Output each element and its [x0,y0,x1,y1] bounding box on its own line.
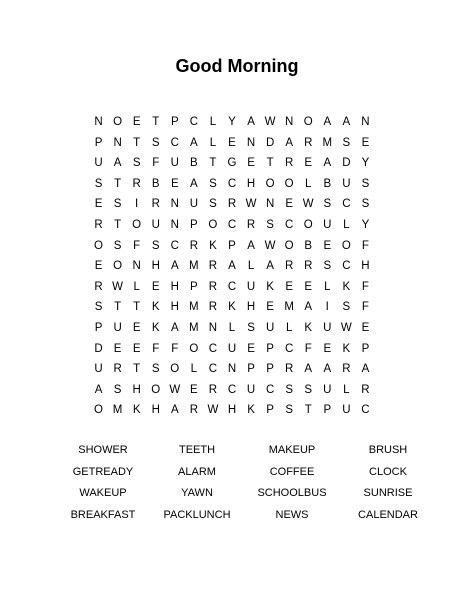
grid-letter: B [323,177,332,190]
grid-letter: T [114,177,122,190]
grid-letter: F [361,239,369,252]
grid-letter: H [227,404,237,417]
grid-letter: S [94,301,103,314]
letter-grid [89,112,375,421]
grid-letter: E [361,136,370,149]
word-list-item: BRUSH [368,444,408,456]
grid-letter: L [343,383,350,396]
grid-letter: E [266,301,274,314]
grid-letter: F [152,342,160,355]
grid-letter: M [284,301,294,314]
grid-letter: Y [361,157,370,170]
grid-letter: O [341,239,351,252]
grid-letter: A [190,177,198,190]
grid-letter: S [247,321,255,334]
grid-letter: D [342,157,351,170]
grid-letter: L [247,260,255,273]
grid-letter: T [304,404,312,417]
grid-letter: H [246,177,256,190]
grid-letter: P [190,280,198,293]
grid-letter: W [169,383,181,396]
grid-letter: K [342,342,351,355]
grid-letter: R [304,136,313,149]
grid-letter: O [94,404,103,417]
grid-letter: O [113,116,123,128]
grid-letter: E [304,280,313,293]
grid-letter: B [151,177,160,190]
grid-letter: U [342,177,351,190]
grid-letter: C [170,136,179,149]
grid-letter: H [170,280,179,293]
grid-letter: R [113,363,122,376]
grid-letter: W [264,116,276,128]
grid-letter: S [285,383,293,396]
grid-letter: O [303,116,313,128]
grid-letter: U [94,157,103,170]
grid-letter: S [209,177,217,190]
grid-letter: R [361,383,370,396]
grid-letter: S [113,239,122,252]
grid-letter: T [133,363,141,376]
grid-letter: P [266,363,274,376]
grid-letter: A [323,157,332,170]
grid-letter: C [227,218,237,231]
grid-letter: L [209,136,217,149]
grid-letter: K [151,301,160,314]
grid-letter: S [323,260,332,273]
grid-letter: R [132,177,141,190]
grid-letter: R [189,404,198,417]
grid-letter: T [114,301,122,314]
grid-letter: H [170,301,179,314]
grid-letter: K [304,321,313,334]
grid-letter: A [113,157,122,170]
grid-letter: T [133,136,141,149]
grid-letter: N [285,116,294,128]
grid-letter: S [285,404,293,417]
grid-letter: N [94,116,103,128]
grid-letter: R [189,239,198,252]
grid-letter: R [227,198,237,211]
grid-letter: U [94,363,103,376]
grid-letter: K [132,404,141,417]
grid-letter: C [342,260,351,273]
grid-letter: S [361,198,370,211]
grid-letter: U [246,383,256,396]
grid-letter: A [228,260,236,273]
grid-letter: W [302,198,314,211]
grid-letter: O [151,383,161,396]
grid-letter: R [285,363,294,376]
grid-letter: A [247,116,255,128]
grid-letter: U [323,321,332,334]
grid-letter: A [342,116,351,128]
word-list-item: SUNRISE [363,487,413,500]
grid-letter: P [266,404,274,417]
grid-letter: P [94,321,103,334]
grid-letter: T [114,218,122,231]
word-list-item: SHOWER [78,444,128,456]
grid-letter: N [113,136,122,149]
grid-letter: A [266,260,274,273]
grid-letter: E [132,342,141,355]
word-list-item: BREAKFAST [70,509,136,522]
grid-letter: K [228,301,236,314]
grid-letter: U [189,198,198,211]
grid-letter: U [113,321,122,334]
grid-letter: D [94,342,103,355]
grid-letter: C [227,280,237,293]
grid-letter: O [303,218,313,231]
grid-letter: M [189,260,199,273]
grid-letter: E [285,280,293,293]
grid-letter: N [227,363,237,376]
grid-letter: C [361,404,370,417]
word-list-item: NEWS [275,509,309,522]
word-list-item: MAKEUP [268,444,316,456]
grid-letter: A [304,301,313,314]
grid-letter: O [113,260,123,273]
grid-letter: E [247,157,255,170]
grid-letter: C [265,383,275,396]
grid-letter: A [304,363,313,376]
grid-letter: L [190,363,198,376]
grid-letter: H [151,404,160,417]
grid-letter: F [361,280,369,293]
grid-letter: A [285,136,293,149]
grid-letter: R [285,260,294,273]
grid-letter: O [284,177,294,190]
grid-letter: C [227,383,237,396]
grid-letter: U [342,404,351,417]
grid-letter: F [171,342,179,355]
grid-letter: P [247,363,255,376]
grid-letter: T [266,157,274,170]
grid-letter: T [152,116,160,128]
grid-letter: P [190,218,198,231]
grid-letter: R [285,157,294,170]
word-list-item: SCHOOLBUS [257,487,327,500]
grid-letter: O [94,239,103,252]
grid-letter: S [361,177,370,190]
grid-letter: U [323,218,332,231]
grid-letter: A [323,116,332,128]
grid-letter: F [152,157,160,170]
grid-letter: K [247,404,255,417]
grid-letter: Y [361,218,370,231]
grid-letter: R [151,198,160,211]
grid-letter: S [266,218,274,231]
grid-letter: R [208,260,218,273]
grid-letter: K [151,321,160,334]
grid-letter: E [323,239,332,252]
grid-letter: U [323,383,332,396]
grid-letter: W [112,280,124,293]
grid-letter: E [151,280,160,293]
grid-letter: U [227,342,237,355]
grid-letter: N [170,198,179,211]
grid-letter: N [132,260,141,273]
grid-letter: R [246,218,256,231]
grid-letter: S [304,383,313,396]
grid-letter: A [247,239,255,252]
grid-letter: C [285,342,294,355]
grid-letter: E [247,342,255,355]
grid-letter: K [342,280,351,293]
grid-letter: S [151,136,160,149]
grid-letter: C [189,116,198,128]
grid-letter: U [265,321,275,334]
grid-letter: I [135,198,139,211]
grid-letter: M [189,301,199,314]
grid-letter: E [190,383,198,396]
grid-letter: S [151,363,160,376]
grid-letter: E [170,177,179,190]
grid-letter: P [266,342,274,355]
grid-letter: A [190,136,198,149]
grid-letter: N [208,321,218,334]
grid-letter: Y [228,116,236,128]
grid-letter: E [285,198,293,211]
grid-letter: A [170,260,179,273]
grid-letter: R [208,301,218,314]
grid-letter: B [190,157,198,170]
grid-letter: N [265,198,275,211]
grid-letter: L [324,280,331,293]
grid-letter: O [208,218,218,231]
grid-letter: U [170,157,179,170]
grid-letter: K [266,280,274,293]
grid-letter: H [132,383,141,396]
word-list-item: YAWN [181,487,213,500]
grid-letter: L [305,177,312,190]
grid-letter: R [94,280,103,293]
grid-letter: G [227,157,237,170]
grid-letter: A [170,404,179,417]
grid-letter: E [228,136,236,149]
grid-letter: K [209,239,217,252]
grid-letter: A [170,321,179,334]
grid-letter: O [170,363,180,376]
word-list-item: ALARM [178,465,216,478]
grid-letter: L [343,218,350,231]
grid-letter: C [227,177,237,190]
grid-letter: R [208,280,218,293]
grid-letter: E [113,342,122,355]
grid-letter: T [209,157,217,170]
grid-letter: U [246,280,256,293]
grid-letter: O [265,177,275,190]
grid-letter: P [94,136,103,149]
grid-letter: W [207,404,219,417]
grid-letter: E [323,342,332,355]
grid-letter: A [361,363,370,376]
grid-letter: L [228,321,236,334]
grid-letter: U [151,218,160,231]
grid-letter: E [94,198,103,211]
grid-letter: P [170,116,179,128]
grid-letter: H [246,301,256,314]
grid-letter: W [245,198,257,211]
grid-letter: R [208,383,218,396]
grid-letter: W [264,239,276,252]
grid-letter: C [342,198,351,211]
grid-letter: P [361,342,370,355]
grid-letter: C [208,363,218,376]
grid-letter: O [284,239,294,252]
word-list-item: CLOCK [369,465,407,478]
grid-letter: C [170,239,179,252]
grid-letter: S [132,157,141,170]
grid-letter: S [94,177,103,190]
grid-letter: N [170,218,179,231]
word-list [56,440,436,527]
grid-letter: S [342,301,351,314]
grid-letter: T [133,301,141,314]
page-title: Good Morning [175,56,299,76]
word-list-item: COFFEE [269,465,315,478]
grid-letter: B [304,239,313,252]
grid-letter: N [361,116,370,128]
grid-letter: M [189,321,199,334]
grid-letter: H [361,260,370,273]
grid-letter: A [323,363,332,376]
grid-letter: E [304,157,313,170]
word-list-item: GETREADY [72,465,134,478]
grid-letter: I [325,301,329,314]
grid-letter: C [285,218,294,231]
grid-letter: P [228,239,236,252]
grid-letter: F [133,239,141,252]
grid-letter: M [112,404,123,417]
grid-letter: R [94,218,103,231]
grid-letter: O [132,218,142,231]
grid-letter: L [133,280,140,293]
grid-letter: S [323,198,332,211]
word-list-item: WAKEUP [79,487,127,500]
grid-letter: N [246,136,256,149]
grid-letter: A [94,383,103,396]
grid-letter: S [151,239,160,252]
word-list-item: CALENDAR [358,509,418,522]
grid-letter: F [304,342,312,355]
grid-letter: S [113,198,122,211]
grid-letter: C [208,342,218,355]
grid-letter: E [132,116,141,128]
grid-letter: E [94,260,103,273]
grid-letter: S [113,383,122,396]
grid-letter: E [132,321,141,334]
grid-letter: P [323,404,332,417]
word-list-item: PACKLUNCH [163,509,231,522]
grid-letter: R [304,260,313,273]
grid-letter: R [342,363,351,376]
grid-letter: L [285,321,293,334]
grid-letter: M [322,136,333,149]
grid-letter: S [209,198,217,211]
grid-letter: W [340,321,352,334]
grid-letter: S [342,136,351,149]
grid-letter: H [151,260,160,273]
grid-letter: O [189,342,199,355]
grid-letter: E [361,321,370,334]
grid-letter: L [209,116,217,128]
grid-letter: F [361,301,369,314]
word-list-item: TEETH [178,444,216,456]
grid-letter: D [265,136,275,149]
